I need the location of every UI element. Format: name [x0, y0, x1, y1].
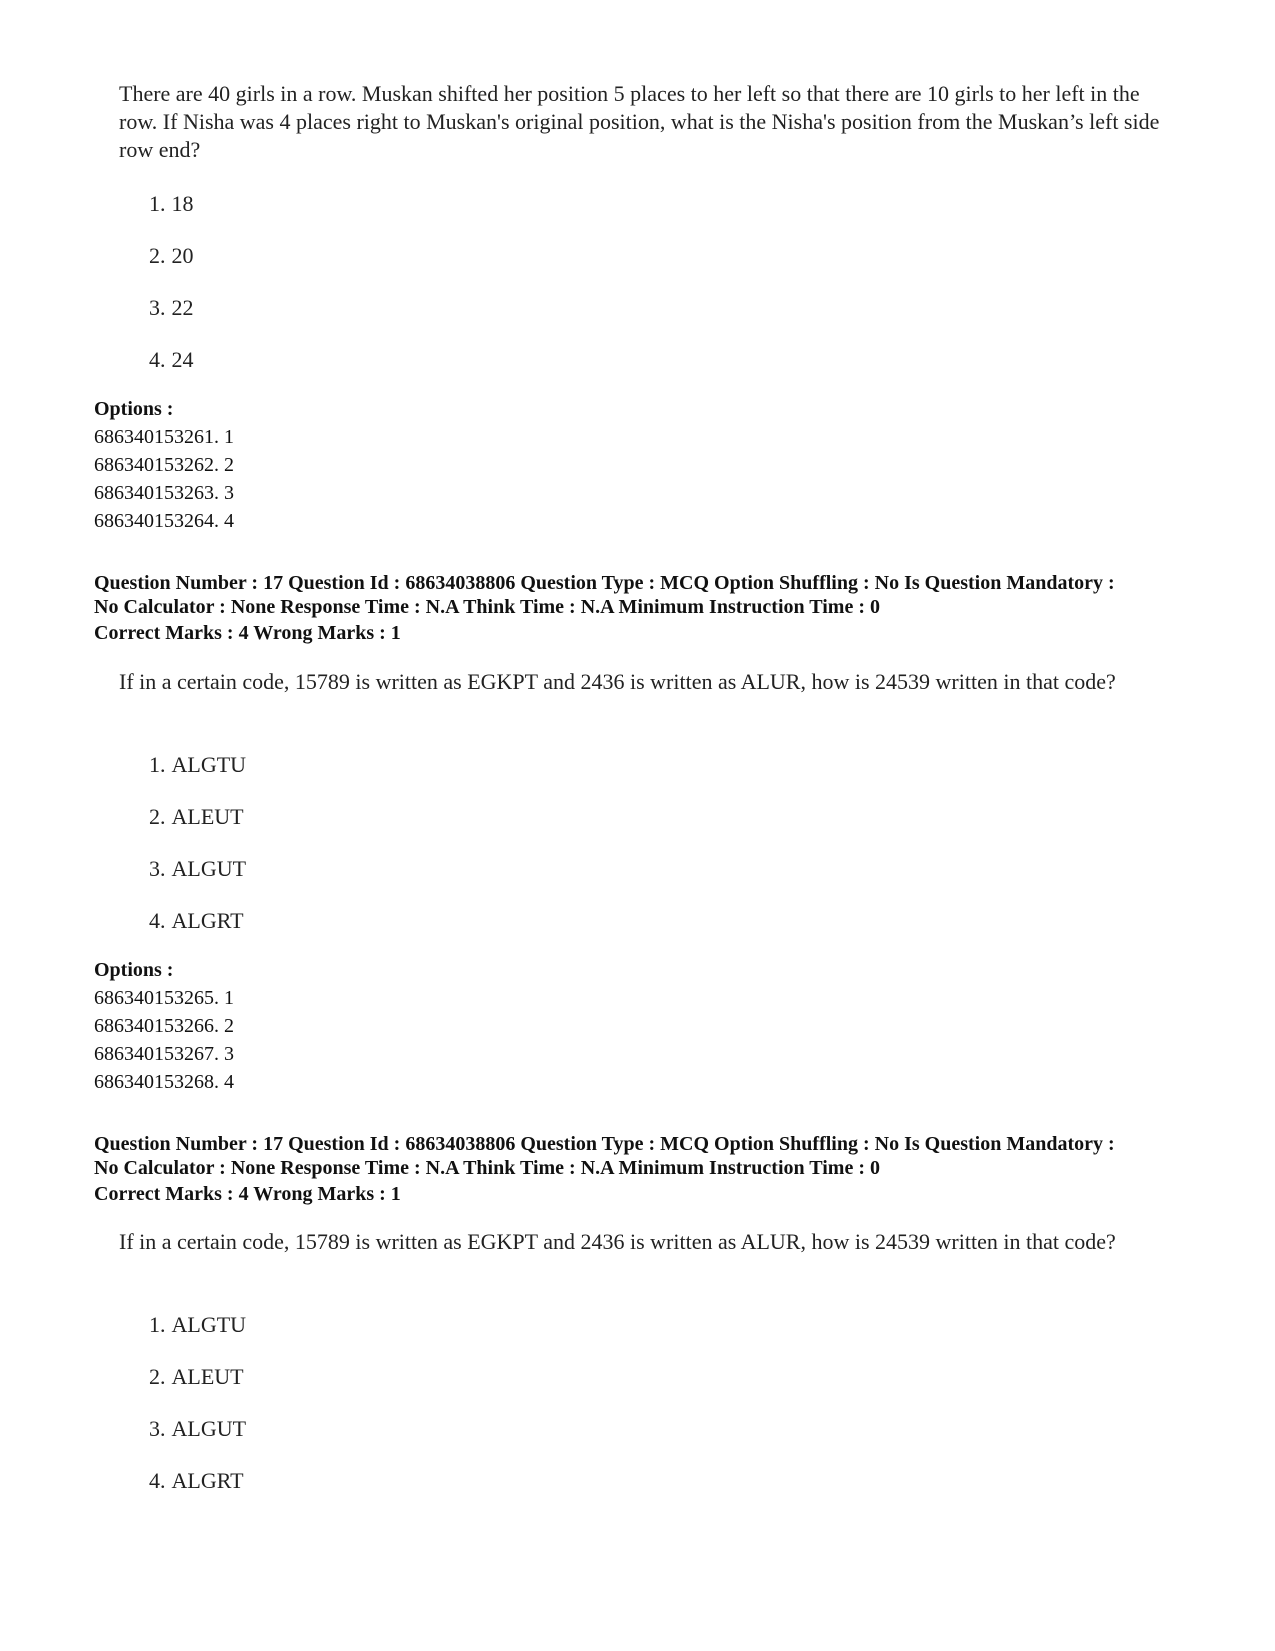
question-text: If in a certain code, 15789 is written as EGKPT and 2436 is written as ALUR, how is 24539 written in that code? — [119, 669, 1116, 694]
question-text: There are 40 girls in a row. Muskan shifted her position 5 places to her left so that there are 10 girls to her left in the row. If Nisha was 4 places right to Muskan's original position, what is the Nisha's position from the Muskan’s left side row end? — [119, 81, 1160, 162]
answer-choice — [149, 190, 194, 218]
answer-number: 4. — [149, 908, 166, 933]
answer-choice — [149, 855, 246, 883]
question-meta-line: Question Number : 17 Question Id : 68634038806 Question Type : MCQ Option Shuffling : No Is Question Mandatory : — [94, 1133, 1115, 1155]
question-meta-line: Question Number : 17 Question Id : 68634038806 Question Type : MCQ Option Shuffling : No Is Question Mandatory : — [94, 572, 1115, 594]
marks-line: Correct Marks : 4 Wrong Marks : 1 — [94, 622, 401, 644]
answer-choice — [149, 294, 194, 322]
option-id-line: 686340153266. 2 — [94, 1015, 234, 1037]
options-label: Options : — [94, 398, 174, 420]
answer-number: 2. — [149, 1364, 166, 1389]
question-meta-line: No Calculator : None Response Time : N.A Think Time : N.A Minimum Instruction Time : 0 — [94, 596, 880, 618]
answer-number: 3. — [149, 1416, 166, 1441]
option-id-line: 686340153262. 2 — [94, 454, 234, 476]
answer-choice — [149, 751, 246, 779]
answer-text: ALGUT — [171, 1416, 247, 1441]
answer-choice — [149, 242, 194, 270]
option-id-line: 686340153265. 1 — [94, 987, 234, 1009]
answer-text: 18 — [171, 191, 194, 216]
answer-text: 22 — [171, 295, 194, 320]
option-id-line: 686340153267. 3 — [94, 1043, 234, 1065]
answer-number: 1. — [149, 191, 166, 216]
answer-choice — [149, 1415, 246, 1443]
answer-choice — [149, 803, 244, 831]
answer-choice — [149, 1467, 244, 1495]
answer-number: 1. — [149, 752, 166, 777]
answer-text: ALEUT — [171, 1364, 244, 1389]
option-id-line: 686340153268. 4 — [94, 1071, 234, 1093]
answer-number: 2. — [149, 804, 166, 829]
question-meta-line: No Calculator : None Response Time : N.A Think Time : N.A Minimum Instruction Time : 0 — [94, 1157, 880, 1179]
answer-text: 24 — [171, 347, 194, 372]
answer-number: 1. — [149, 1312, 166, 1337]
question-meta — [94, 571, 1244, 619]
answer-choice — [149, 1363, 244, 1391]
answer-choice — [149, 346, 194, 374]
answer-number: 2. — [149, 243, 166, 268]
answer-text: ALGRT — [171, 908, 244, 933]
answer-number: 3. — [149, 295, 166, 320]
answer-text: ALGUT — [171, 856, 247, 881]
answer-number: 4. — [149, 1468, 166, 1493]
question-meta — [94, 1132, 1244, 1180]
answer-text: ALGTU — [171, 752, 247, 777]
answer-number: 3. — [149, 856, 166, 881]
options-label: Options : — [94, 959, 174, 981]
answer-text: 20 — [171, 243, 194, 268]
option-id-line: 686340153261. 1 — [94, 426, 234, 448]
answer-choice — [149, 907, 244, 935]
option-id-line: 686340153263. 3 — [94, 482, 234, 504]
marks-line: Correct Marks : 4 Wrong Marks : 1 — [94, 1183, 401, 1205]
answer-number: 4. — [149, 347, 166, 372]
question-text: If in a certain code, 15789 is written as EGKPT and 2436 is written as ALUR, how is 24539 written in that code? — [119, 1229, 1116, 1254]
answer-text: ALEUT — [171, 804, 244, 829]
answer-text: ALGTU — [171, 1312, 247, 1337]
answer-text: ALGRT — [171, 1468, 244, 1493]
option-id-line: 686340153264. 4 — [94, 510, 234, 532]
answer-choice — [149, 1311, 246, 1339]
